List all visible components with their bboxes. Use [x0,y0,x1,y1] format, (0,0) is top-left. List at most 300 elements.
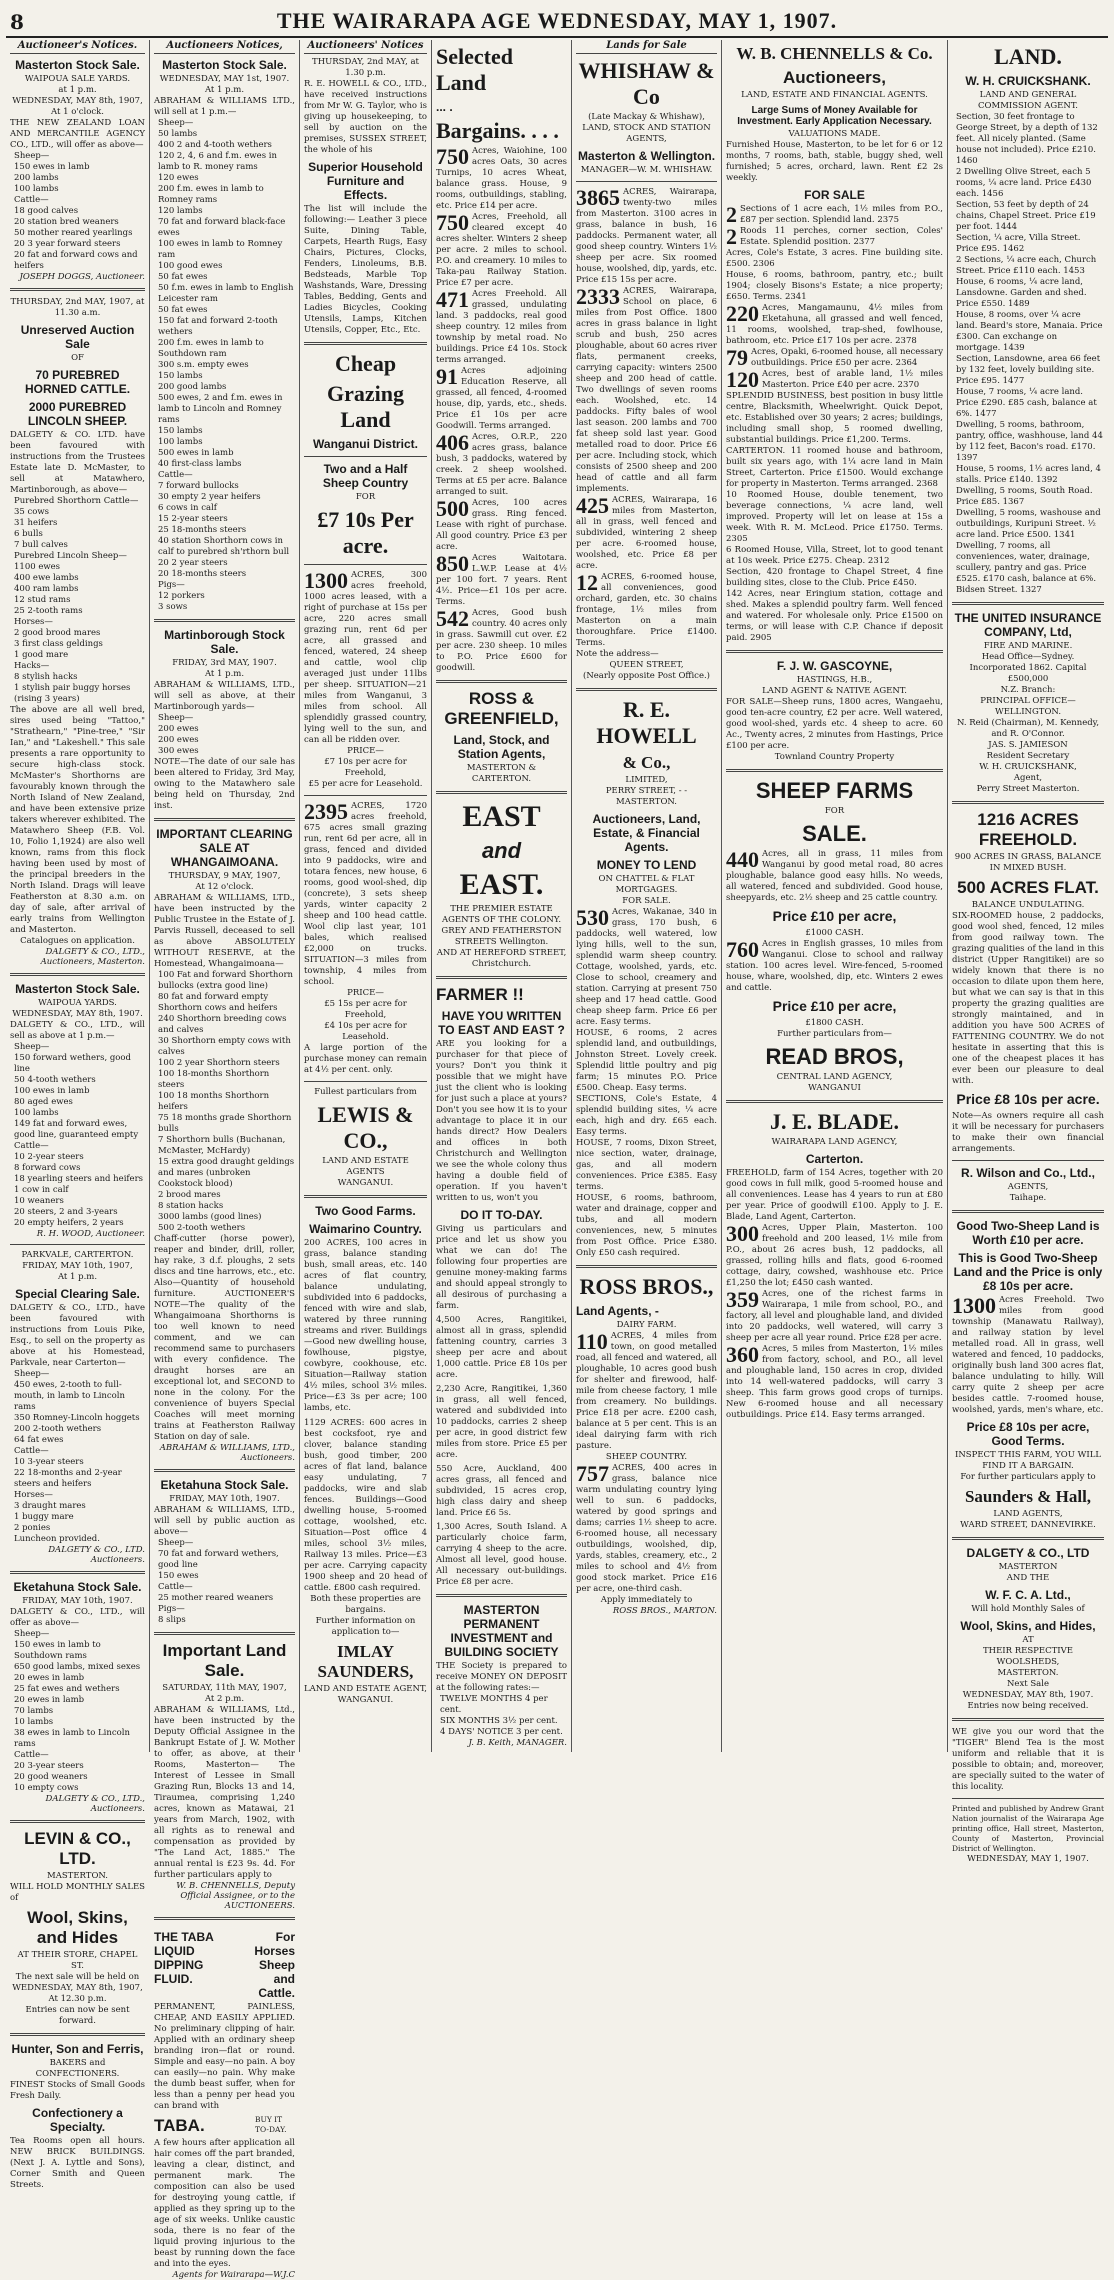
acreage-number: 359 [726,1287,759,1312]
property-list [576,907,717,1259]
east-heading: EAST [462,800,541,833]
agent-name: ROSS BROS., [579,1274,714,1299]
hold-label: Will hold Monthly Sales of [971,1604,1085,1614]
list-item: 25 mother reared weaners [158,1593,274,1603]
acreage-number: 425 [576,493,609,518]
forsale: FOR SALE [804,188,865,202]
list-item: Sheep— [158,1538,194,1548]
acreage-number: 3865 [576,185,620,210]
list-item: 100 ewes in lamb [14,1086,90,1096]
property-item [576,1193,717,1259]
list-item: 35 cows [14,507,50,517]
ad-subtitle: FRIDAY, MAY 10th, 1907. [22,1596,133,1606]
taba-brand [154,2112,295,2138]
list-item: 150 ewes [158,1571,199,1581]
list-item: 15 extra good draught geldings and mares (unbroken Cookstock blood) [158,1157,295,1189]
agent-sub: LAND, ESTATE AND FINANCIAL AGENTS. [741,90,928,100]
ad-title: Eketahuna Stock Sale. [160,1478,289,1492]
list-item: 8 station hacks [158,1201,224,1211]
property-text: SECTIONS, Cole's Estate, 4 splendid building sites, ¼ acre each, high and dry. £65 each. Easy terms. [576,1094,717,1137]
property-item: 1,300 Acres, South Island. A particularly choice farm, carrying 4 sheep to the acre. Almost all level, good house. All necessary out-buildings. Price £8 per acre. [436,1522,567,1587]
ad-title: LEVIN & CO., LTD. [24,1829,131,1868]
list-item: 15 2-year steers [158,514,228,524]
list-item: 2 Sections, ¼ acre each, Church Street. Price £110 each. 1453 [956,255,1097,276]
property-text: Roods 11 perches, corner section, Coles' Estate. Splendid position. 2377 [740,226,943,247]
list-item: 20 3-year steers [14,1761,84,1771]
list-item: 2 Dwelling Olive Street, each 5 rooms, ¼ acre land. Price £430 each. 1456 [956,167,1092,199]
list-item: 10 weaners [14,1196,64,1206]
agent-sub: Land, Stock, and Station Agents, [453,733,550,761]
ad-title: Two Good Farms. [315,1204,416,1218]
forsale: FOR SALE. [622,896,671,906]
woolsheds: THEIR RESPECTIVE WOOLSHEDS, [983,1646,1073,1667]
list-item: 50 f.m. ewes in lamb to English Leicester ram [158,283,294,304]
property-list [726,1223,943,1421]
property-item [726,226,943,248]
price-line: £5 per acre for Leasehold. [308,779,423,789]
ad-sub: GREY AND FEATHERSTON STREETS Wellington. [441,926,562,947]
property-item [726,204,943,226]
list-item: 150 forward wethers, good line [14,1053,131,1074]
ad-catalogues: Catalogues on application. [20,936,135,946]
ad-body: Section, 420 frontage to Chapel Street, 4 fine building sites, close to the Club. Price £450. [726,567,943,588]
farm-cash: £1000 CASH. [805,928,864,938]
list-item: 3 draught mares [14,1501,86,1511]
ad-title: Unreserved Auction Sale [20,323,135,351]
ad-body: Tea Rooms open all hours. NEW BRICK BUILDINGS. (Next J. A. Lyttle and Sons), Corner Smith and Queen Streets. [10,2136,145,2190]
list-item: Dwelling, 5 rooms, washouse and outbuildings, Kuripuni Street. ½ acre land. Price £500. 1341 [956,508,1101,540]
agent-name: W. F. C. A. Ltd., [985,1588,1071,1602]
ad-title: Masterton Stock Sale. [15,58,140,72]
ad-body: ABRAHAM & WILLIAMS, LTD., will sell by public auction as above— [154,1505,295,1537]
ad-sub: AND AT HEREFORD STREET, Christchurch. [436,948,567,969]
ad-body: PERMANENT, PAINLESS, CHEAP, AND EASILY APPLIED. No preliminary clipping of hair. Applied with an ordinary sheep branding iron—flat or round. Simple and easy—no pain. A boy can easily—no pain. Why make the dumb beast suffer, when for less than a penny per head you can brand with [154,2002,295,2111]
acreage-number: 2333 [576,284,620,309]
list-item: 70 lambs [14,1706,54,1716]
list-item: 150 fat and forward 2-tooth wethers [158,316,278,337]
sale-heading: SALE. [802,821,867,846]
list-item: 80 fat and forward empty Shorthorn cows and heifers [158,992,278,1013]
ad-subtitle: PARKVALE, CARTERTON. FRIDAY, MAY 10th, 1907, At 1 p.m. [21,1250,134,1282]
list-item: Cattle— [158,1582,193,1592]
property-text: HOUSE, 7 rooms, Dixon Street, nice section, water, drainage, gas, and all modern conveniences. Price £385. Easy terms. [576,1138,717,1192]
ad-subtitle: WAIPOUA SALE YARDS. at 1 p.m. WEDNESDAY, MAY 8th, 1907, At 1 o'clock. [12,74,143,117]
property-text: Acres, 5 miles from Masterton, 1½ miles from factory, school, and P.O., all level and ploughable land, 150 acres in crop, divided into 14 well-watered paddocks, will carry 3 sheep. This farm grows good crops of turnips. New 6-roomed house and all necessary outbuildings. Price £14. Easy terms arranged. [726,1344,943,1420]
price-line: £7 10s per acre for Freehold, [324,757,407,778]
property-list [576,187,717,649]
property-text: Acres, one of the richest farms in Wairarapa, 1 mile from school, P.O., and factory, all level and ploughable land, and divided into 20 paddocks, well watered, will carry 3 sheep per acre all year round. Price £28 per acre. [726,1289,943,1343]
ad-date: THURSDAY, 2nd MAY, 1907, at 11.30 a.m. [10,297,145,318]
property-text: HOUSE, 6 rooms, bathroom, water and drainage, copper and tubs, and all modern conveniences, new, 5 minutes from Post Office. Price £380. Only £50 cash required. [576,1193,717,1258]
insurance-sub: FIRE AND MARINE. Head Office—Sydney. [981,641,1075,662]
acreage-number: 757 [576,1461,609,1486]
list-item: 100 good ewes [158,261,223,271]
ad-body: R. E. HOWELL & CO., LTD., have received instructions from Mr W. G. Taylor, who is giving up housekeeping, to sell by auction on the premises, SUSSEX STREET, the whole of his [304,79,427,155]
list-item: 4 DAYS' NOTICE 3 per cent. [440,1727,563,1737]
insurance-secretary-role: Resident Secretary [986,751,1070,761]
list-item: 200 f.m. ewes in lamb to Southdown ram [158,338,264,359]
columns [6,40,1108,2280]
ad-body: ABRAHAM & WILLIAMS, Ltd., have been instructed by the Deputy Official Assignee in the Bankrupt Estate of J. W. Mother to offer, as above, at their Rooms, Masterton— The Interest of Lessee in Small Grazing Run, Blocks 13 and 14, Tiraumea, comprising 1,240 acres, known as Matawai, 21 years from March, 1902, with all rights as to renewal and compensation as provided by "The Land Act, 1885." The annual rental is £23 9s. 4d. For further particulars apply to [154,1705,295,1880]
acreage-number: 471 [436,287,469,312]
list-item: 50 lambs [158,129,198,139]
property-item: 2,230 Acre, Rangitikei, 1,360 in grass, all well fenced, watered and subdivided into 10 paddocks, carries 2 sheep per acre, in good district few miles from store. Price £5 per acre. [436,1384,567,1460]
ad-body: Entries can now be sent forward. [25,2005,130,2026]
list-item: 31 heifers [14,518,58,528]
list-item: 18 yearling steers and heifers [14,1174,144,1184]
agent-location: MASTERTON [998,1562,1058,1572]
price-label: PRICE— [347,746,384,756]
ad-signature: W. B. CHENNELLS, Deputy Official Assignee, or to the AUCTIONEERS. [176,1881,295,1911]
list-item: 350 Romney-Lincoln hoggets [14,1413,140,1423]
acreage-number: 300 [726,1221,759,1246]
ad-subtitle: THURSDAY, 9 MAY, 1907, At 12 o'clock. [168,871,281,892]
list-item: 20 3 year forward steers [14,239,121,249]
list-item: Sheep— [14,1042,50,1052]
list-item: 7 bull calves [14,540,68,550]
acreage-number: 750 [436,144,469,169]
list-item: 12 porkers [158,591,205,601]
list-item: 6 cows in calf [158,503,217,513]
further-label: Further particulars from— [777,1029,892,1039]
agent-name: W. H. CRUICKSHANK. [965,74,1091,88]
acreage-number: 220 [726,301,759,326]
list-item: SIX MONTHS 3½ per cent. [440,1716,558,1726]
property-text: Acres, Good bush country. 40 acres only in grass. Sawmill cut over. £2 per acre. 230 sheep. 10 miles to P.O. Price £600 for goodwill. [436,608,567,673]
ad-highlight: Superior Household Furniture and Effects. [308,160,423,202]
property-text: Acres Waitotara. L.W.P. Lease at 4½ per 100 fort. 7 years. Rent 4½. Price—£1 10s per acre. Terms. [436,553,567,607]
bargains-heading: Bargains. . . . [436,118,559,143]
list-item: 100 Fat and forward Shorthorn bullocks (extra good line) [158,970,294,991]
ad-body: ACRES, 400 acres in grass, balance nice warm undulating country lying well to sun. 6 paddocks, watered by good springs and dams; carries 1½ sheep to acre. 6-roomed house, all necessary outbuildings, woolshed, dip, yards, stables, creamery, etc., 2 miles to school and 4½ from good stock market. Price £16 per acre, one-third cash. [576,1463,717,1594]
list-item: Section, ¼ acre, Villa Street. Price £95. 1462 [956,233,1081,254]
acreage-number: 760 [726,937,759,962]
property-item [726,347,943,369]
property-item: 550 Acre, Auckland, 400 acres grass, all fenced and subdivided, 15 acres crop, high class dairy and sheep land. Price £6 5s. [436,1464,567,1518]
section-header: Auctioneers Notices, [154,40,295,54]
acreage-number: 750 [436,210,469,235]
property-text: ACRES, Wairarapa, twenty-two miles from Masterton. 3100 acres in grass, balance in bush, 16 paddocks. Permanent water, all good sheep country. Winters 1½ sheep per acre. Six roomed house, woolshed, dip, yards, etc. Price £15 15s per acre. [576,187,717,285]
ad-body: The above are all well bred, sires used being "Tattoo," "Strathearn," "Pine-tree," "Sir Ian," and "Lakeshell." This sale presents a rare opportunity to secure high-class stock. McMaster's Shorthorns are favourably known through the North Island of New Zealand, and have been extensive prize takers wherever exhibited. The Matawhero Sheep (F.B. Vol. 10, Folio 1,1924) are also well known, rams from this flock having been used by most of the principal breeders in the North Island. Drags will leave Featherston at 8.30 a.m. on day of sale, after arrival of early trains from Wellington and Masterton. [10,705,145,935]
agent-sub: HASTINGS, H.B., LAND AGENT & NATIVE AGENT. [762,675,907,696]
list-item: 50 mother reared yearlings [14,228,133,238]
ad-highlight: Waimarino Country. [309,1222,422,1236]
agent-location: Masterton & Wellington. [577,149,716,163]
for-label: FOR [355,492,376,502]
property-list [436,1315,567,1588]
acreage-number: 2 [726,202,737,227]
list-item: 18 good calves [14,206,79,216]
list-item: 300 s.m. empty ewes [158,360,249,370]
list-item: Cattle— [14,1446,49,1456]
lot-list [154,713,295,757]
list-item: Sheep— [14,1369,50,1379]
ad-title: Masterton Stock Sale. [15,982,140,996]
ad-body: A few hours after application all hair comes off the part branded, leaving a clear, distinct, and permanent mark. The composition can also be used for destroying young cattle, if applied as they spring up to the age of six weeks. Unlike caustic soda, there is no fear of the liquid proving injurious to the beast by running down the face and into the eyes. [154,2138,295,2269]
list-item: 22 18-months and 2-year steers and heifers [14,1468,122,1489]
agent-location: Carterton. [805,1152,864,1166]
acreage-number: 850 [436,551,469,576]
property-item [576,1094,717,1138]
ad-subtitle: WEDNESDAY, MAY 1st, 1907. At 1 p.m. [159,74,290,95]
wool-heading: Wool, Skins, and Hides, [960,1619,1096,1633]
ad-body: ACRES, 1720 acres freehold, 675 acres small grazing run, rent 6d per acre, all in grass, fenced and divided into 9 paddocks, wire and totara fences, new house, 6 rooms, good wool-shed, dip (concrete), 3 sets sheep yards, winter capacity 2 sheep and 100 head cattle. Wool clip last year, 101 bales, which realised £2,000 on trucks. SITUATION—3 miles from township, 4 miles from school. [304,801,427,987]
section-header: Lands for Sale [576,40,717,54]
list-item: 10 3-year steers [14,1457,84,1467]
list-item: TWELVE MONTHS 4 per cent. [440,1694,548,1715]
ad-body: SPLENDID BUSINESS, best position in busy little centre, Blacksmith, Wheelwright. Quick Depot, etc. Established over 30 years; 2 acres; buildings, including small shop, 5 roomed dwelling, substantial buildings. Price £1,200. Terms. [726,391,943,445]
ad-body: Chaff-cutter (horse power), reaper and binder, drill, roller, hay rake, 3 d.f. ploughs, 2 sets discs and tine harrows, etc., etc. Also—Quantity of household furniture. AUCTIONEER'S NOTE—The quality of the Whangaimoana Shorthorns is too well known to need comment, and we can recommend same to purchasers with every confidence. The draught horses are an exceptional lot, and SECOND to none in the colony. For the convenience of buyers Special Coaches will meet morning trains at Featherston Railway Station on day of sale. [154,1234,295,1442]
list-item: 50 4-tooth wethers [14,1075,96,1085]
insurance-inc: Incorporated 1862. Capital £500,000 [969,663,1087,684]
list-item: Hacks— [14,661,50,671]
entries: Entries now being received. [967,1701,1089,1711]
dairy-heading: DAIRY FARM. [616,1320,677,1330]
property-item [726,369,943,391]
list-item: Dwelling, 5 rooms, South Road. Price £85. 1367 [956,486,1093,507]
next-sale: Next Sale [1006,1679,1050,1689]
acreage-number: 542 [436,606,469,631]
lot-list [10,1369,145,1545]
ad-signature: ROSS BROS., MARTON. [612,1606,717,1616]
freehold-sub: 900 ACRES IN GRASS, BALANCE IN MIXED BUSH. [954,852,1102,873]
ad-body: ACRES, 300 acres freehold, 1000 acres leased, with a right of purchase at 15s per acre, 220 acres small grazing run, rent 6d per acre, all grassed and fenced, watered, 24 sheep and cattle, wool clip averaged just under 11lbs per sheep. SITUATION—21 miles from Wanganui, 3 miles from school. All splendidly grassed country, lying well to the sun, and can all be ridden over. [304,570,427,745]
list-item: Horses— [14,617,53,627]
ad-body: Giving us particulars and price and let us show you what we can do! The following four properties are genuine money-making farms and should appeal strongly to all desirous of purchasing a farm. [436,1224,567,1311]
list-item: 50 fat ewes [158,305,208,315]
chattel: ON CHATTEL & FLAT MORTGAGES. [598,874,695,895]
farm-item [726,849,943,904]
ad-title: Masterton Stock Sale. [162,58,287,72]
list-item: 2 brood mares [158,1190,221,1200]
property-item [436,498,567,553]
property-item [726,270,943,303]
list-item: House, 8 rooms, over ¼ acre land. Beard's store, Manaia. Price £300. Can exchange on mortgage. 1439 [956,310,1103,353]
property-item [436,432,567,498]
ad-body: DALGETY & CO. LTD. have been favoured with instructions from the Trustees Estate late D. McMaster, to sell at Matawhero, Martinborough, as above— [10,430,145,495]
insurance-names: N. Reid (Chairman), M. Kennedy, and R. O'Connor. [956,718,1100,739]
ad-body: CARTERTON. 11 roomed house and bathroom, built six years ago, with 1¼ acre land in Main Street, Carterton. Price £1500. Would exchange for property in Masterton. Terms arranged. 2368 [726,446,943,489]
cta-heading: DO IT TO-DAY. [460,1208,543,1222]
taba-brand-name: TABA. [154,2116,205,2135]
insurance-agent-role: Agent, [1013,773,1043,783]
manager: MANAGER—W. M. WHISHAW. [580,165,713,175]
price-label: PRICE— [347,988,384,998]
ad-body: ABRAHAM & WILLIAMS LTD., will sell at 1 p.m.— [154,96,295,117]
ad-body: FOR SALE—Sheep runs, 1800 acres, Wangaehu, good ten-acre country, £2 per acre. Well watered, good wool-shed, yards etc. 4 sheep to acre. 60 Ac., Twenty acres, 2 minutes from Hastings, Price £100 per acre. [726,697,943,751]
ad-subtitle: FRIDAY, MAY 10th, 1907. [169,1494,280,1504]
list-item: Dwelling, 5 rooms, bathroom, pantry, office, washhouse, land 44 by 112 feet, Bacon's road. £170. 1397 [956,420,1103,463]
property-item [436,212,567,289]
property-text: HOUSE, 6 rooms, 2 acres splendid land, and outbuildings, Johnston Street. Lovely creek. Splendid little poultry and pig farm; 15 minutes P.O. Price £500. Cheap. Easy terms. [576,1028,717,1093]
imprint: Printed and published by Andrew Grant Nation journalist of the Wairarapa Age printing office, Hall street, Masterton, County of Masterton, Provincial District of Wellington. [952,1804,1104,1853]
and-the: AND THE [1006,1573,1050,1583]
property-text: Acres Freehold. All grassed, undulating land. 3 paddocks, real good sheep country. 12 miles from township by metal road. No buildings. Price £4 10s. Stock terms arranged. [436,289,567,365]
list-item: Dwelling, 7 rooms, all conveniences, water, drainage, scullery, pantry and gas. Price £525. £170 cash, balance at 6%. Bidsen Street. 1327 [956,541,1097,595]
list-item: 300 ewes [158,746,199,756]
tiger-tea-ad: WE give you our word that the "TIGER" Blend Tea is the most uniform and reliable that it is possible to obtain; and, moreover, are specially suited to the water of this locality. [952,1727,1104,1792]
list-item: 1100 ewes [14,562,61,572]
ad-body: WILL HOLD MONTHLY SALES of [10,1882,145,1903]
list-item: 200 ewes [158,735,199,745]
ad-sub: THE PREMIER ESTATE AGENTS OF THE COLONY. [441,904,562,925]
lot-list [10,1629,145,1794]
freehold-heading: 1216 ACRES FREEHOLD. [977,810,1079,849]
ad-body: ACRES, 4 miles from town, on good metalled road, all fenced and watered, all ploughable, 10 acres good bush for shelter and firewood, half-mile from cheese factory, 1 mile from creamery. No buildings. Price £18 per acre. £200 cash, balance at 5 per cent. This is an ideal dairying farm with rich pasture. [576,1331,717,1451]
agent-sub: LAND AND ESTATE AGENTS WANGANUI. [322,1156,409,1188]
property-item [576,286,717,495]
ad-body: 142 Acres, near Eringium station, cottage and shed. Makes a splendid poultry farm. Well fenced and watered. For wholesale only. Price £1500 on terms, or will lease with C.P. Chance if deposit paid. 2905 [726,589,943,643]
selected-land-heading: Selected Land [436,44,513,95]
ad-body: 6 Roomed House, Villa, Street, lot to good tenant at 10s week. Price £275. Cheap. 2312 [726,545,943,566]
agent-sub: Land Agents, - [576,1304,659,1318]
list-item: Sheep— [14,151,50,161]
list-item: 20 steers, 2 and 3-years [14,1207,118,1217]
farm-text: Acres, all in grass, 11 miles from Wanganui by good metal road, 80 acres ploughable, balance good easy hills. No weeds, all watered, fenced and subdivided. Good house, sheepyards, etc. 2½ sheep and 25 cattle country. [726,849,943,903]
list-item: 20 station bred weaners [14,217,119,227]
agent-name: WHISHAW & Co [578,58,715,109]
list-item: 50 fat ewes [158,272,208,282]
insurance-secretary: JAS. S. JAMIESON [988,740,1068,750]
taba-title: THE TABA LIQUID DIPPING FLUID. [154,1930,214,1986]
ad-title: Important Land Sale. [162,1641,287,1680]
ad-body: DALGETY & CO., LTD., have been favoured with instructions from Louis Pike, Esq., to sell on the property as above at his Homestead, Parkvale, near Carterton— [10,1303,145,1368]
ad-signature: Agents for Wairarapa—W.J.C [172,2270,295,2280]
property-text: Acres, Freehold, all cleared except 40 acres shelter. Winters 2 sheep per acre. 2 miles to school. P.O. and creamery. 10 miles to Taka-pau Railway Station. Price £7 per acre. [436,212,567,288]
list-item: 200 lambs [14,173,59,183]
ad-subtitle: MASTERTON. [46,1871,109,1881]
agent-name: R. Wilson and Co., Ltd., [961,1166,1095,1180]
fuller-label: Fullest particulars from [314,1087,417,1097]
list-item: 100 18-months Shorthorn steers [158,1069,270,1090]
property-text: Sections of 1 acre each, 1½ miles from P.O., £87 per section. Splendid land. 2375 [740,204,943,225]
question-heading: HAVE YOU WRITTEN TO EAST AND EAST ? [438,1009,565,1037]
list-item: Pigs— [158,580,185,590]
agent-heading: Auctioneers, [783,68,886,87]
ad-body: 1129 ACRES: 600 acres in best cocksfoot, rye and clover, balance standing bush, good timber, 200 acres of flat land, balance easy undulating, 7 paddocks, wire and slab fences. Buildings—Good dwelling house, 5-roomed cottage, woolshed, etc. Situation—Post office 4 miles, school 3½ miles, Railway 13 miles. Price—£3 per acre. Carrying capacity 1900 sheep and 20 head of cattle. £800 cash required. [304,1418,427,1593]
ad-signature: JOSEPH DOGGS, Auctioneer. [19,272,145,282]
agent-sub: CENTRAL LAND AGENCY, WANGANUI [776,1072,893,1093]
list-item: 20 2 year steers [158,558,228,568]
agent-addr: PERRY STREET, - - MASTERTON. [605,786,688,807]
agent-sub: LAND AGENTS, [993,1509,1063,1519]
list-item: 500 ewes, 2 and f.m. ewes in lamb to Lincoln and Romney rams [158,393,283,425]
column-4 [432,40,572,1752]
list-item: 200 ewes [158,724,199,734]
agent-co: & Co., [622,753,671,772]
property-text: Acres, O.R.P., 220 acres grass, balance bush, 3 paddocks, watered by creek. 2 sheep woolshed. Terms at £5 per acre. Balance arranged to suit. [436,432,567,497]
farm-text: Acres in English grasses, 10 miles from Wanganui. Close to school and railway station. 100 acres level. Wire-fenced, 5-roomed house, whare, woolshed, dip, etc. Winters 2 ewes and cattle. [726,939,943,993]
agent-name: READ BROS, [765,1044,904,1069]
ad-of: OF [71,353,84,363]
property-text: Acres, Mangamaunu, 4½ miles from Eketahuna, all grassed and well fenced, 11 rooms, woolshed, trap-shed, fowlhouse, bathroom, etc. Price £17 10s per acre. 2378 [726,303,943,346]
masthead [6,6,1108,38]
price-heading: Price £8 10s per acre. [956,1091,1100,1107]
page-number: 8 [10,10,24,34]
list-item: 100 18 months Shorthorn heifers [158,1091,270,1112]
ad-body: Furnished House, Masterton, to be let for 6 or 12 months, 7 rooms, bath, stable, buggy shed, well furnished; 5 acres, orchard, lawn. Rent £2 2s weekly. [726,140,943,183]
list-item: 2 good brood mares [14,628,101,638]
list-item: 1 cow in calf [14,1185,69,1195]
agent-sub: LAND AND ESTATE AGENT, WANGANUI. [304,1684,428,1705]
agent-name: IMLAY SAUNDERS, [317,1642,414,1681]
property-text: Acres, Wakanae, 340 in grass, 170 bush, 6 paddocks, well watered, low lying hills, well to the sun, splendid warm sheep country. Cottage, woolshed, yards, etc. Close to school, creamery and station. Carrying at present 750 sheep and 17 head cattle. Good cheap sheep farm. Price £6 per acre. Easy terms. [576,907,717,1027]
property-text: Acres adjoining Education Reserve, all grassed, all fenced, 4-roomed house, dip, yards, etc., sheds. Price £1 10s per acre Goodwill. Terms arranged. [436,366,567,431]
list-item: Sheep— [158,118,194,128]
list-item: 240 Shorthorn breeding cows and calves [158,1014,287,1035]
property-item [576,1138,717,1193]
acreage-number: 406 [436,430,469,455]
list-item: Sheep— [158,713,194,723]
list-item: 120 lambs [158,206,203,216]
column-5 [572,40,722,1752]
at-label: AT [1022,1635,1034,1645]
property-item [726,1289,943,1344]
lot-list [154,1538,295,1626]
list-item: 20 good weaners [14,1772,88,1782]
ad-title: IMPORTANT CLEARING SALE AT WHANGAIMOANA. [156,827,293,869]
imprint-date: WEDNESDAY, MAY 1, 1907. [967,1854,1089,1864]
bargain-list [436,146,567,674]
dots: ... . [436,100,453,114]
property-item [726,248,943,270]
list-item: Cattle— [14,1750,49,1760]
price-line: £5 15s per acre for Freehold, [324,999,407,1020]
society-title: MASTERTON PERMANENT INVESTMENT and BUILDING SOCIETY [444,1603,559,1659]
property-item [576,495,717,572]
ad-title: Martinborough Stock Sale. [164,628,285,656]
property-item [436,146,567,212]
ad-body: ABRAHAM & WILLIAMS, LTD., will sell as above, at their Martinborough yards— [154,680,295,712]
property-text: ACRES, 6-roomed house, all conveniences, good orchard, garden, etc. 30 chains frontage, 1½ miles from Masterton on a main thoroughfare. Price £1400. Terms. [576,572,717,648]
ad-highlight: Confectionery a Specialty. [32,2106,123,2134]
money-heading: MONEY TO LEND [596,858,697,872]
ad-subtitle: WAIPOUA YARDS. WEDNESDAY, MAY 8th, 1907. [12,998,143,1019]
property-item: 4,500 Acres, Rangitikei, almost all in grass, splendid fattening country, carries 3 sheep per acre and about 1,000 cattle. Price £8 10s per acre. [436,1315,567,1380]
agent-name: LEWIS & CO., [317,1102,414,1153]
acreage-number: 110 [576,1329,608,1354]
farm-price: Price £10 per acre, [772,998,897,1014]
list-item: 12 stud rams [14,595,71,605]
list-item: 70 fat and forward wethers, good line [158,1549,279,1570]
agent-ltd: LIMITED, [625,775,668,785]
agent-name: J. E. BLADE. [770,1109,899,1134]
list-item: 500 2-tooth wethers [158,1223,246,1233]
list-item: Pigs— [158,1604,185,1614]
list-item: Purebred Shorthorn Cattle— [14,496,139,506]
property-item [726,303,943,347]
list-item: Luncheon provided. [14,1534,100,1544]
district-heading: Wanganui District. [313,437,418,451]
acreage-number: 500 [436,496,469,521]
ad-note: NOTE—The date of our sale has been altered to Friday, 3rd May, owing to the Matawhero sale being held on Thursday, 2nd inst. [154,757,295,811]
list-item: 200 2-tooth wethers [14,1424,102,1434]
column-1 [6,40,150,2190]
list-item: 20 ewes in lamb [14,1695,85,1705]
column-6 [722,40,948,1752]
column-2 [150,40,300,2280]
ad-subtitle: AT THEIR STORE, CHAPEL ST. [17,1950,138,1971]
agent-addr: WARD STREET, DANNEVIRKE. [960,1520,1096,1530]
list-item: Cattle— [158,470,193,480]
property-item [436,553,567,608]
insurance-title: THE UNITED INSURANCE COMPANY, Ltd, [954,611,1102,639]
list-item: 7 Shorthorn bulls (Buchanan, McMaster, McHardy) [158,1135,286,1156]
insurance-agent: W. H. CRUICKSHANK, [979,762,1077,772]
property-text: Acres, Cole's Estate, 3 acres. Fine building site. £500. 2306 [726,248,943,269]
property-text: Acres, best of arable land, 1½ miles Masterton. Price £40 per acre. 2370 [762,369,943,390]
ad-body: THE NEW ZEALAND LOAN AND MERCANTILE AGENCY CO., LTD., will offer as above— [10,118,145,150]
